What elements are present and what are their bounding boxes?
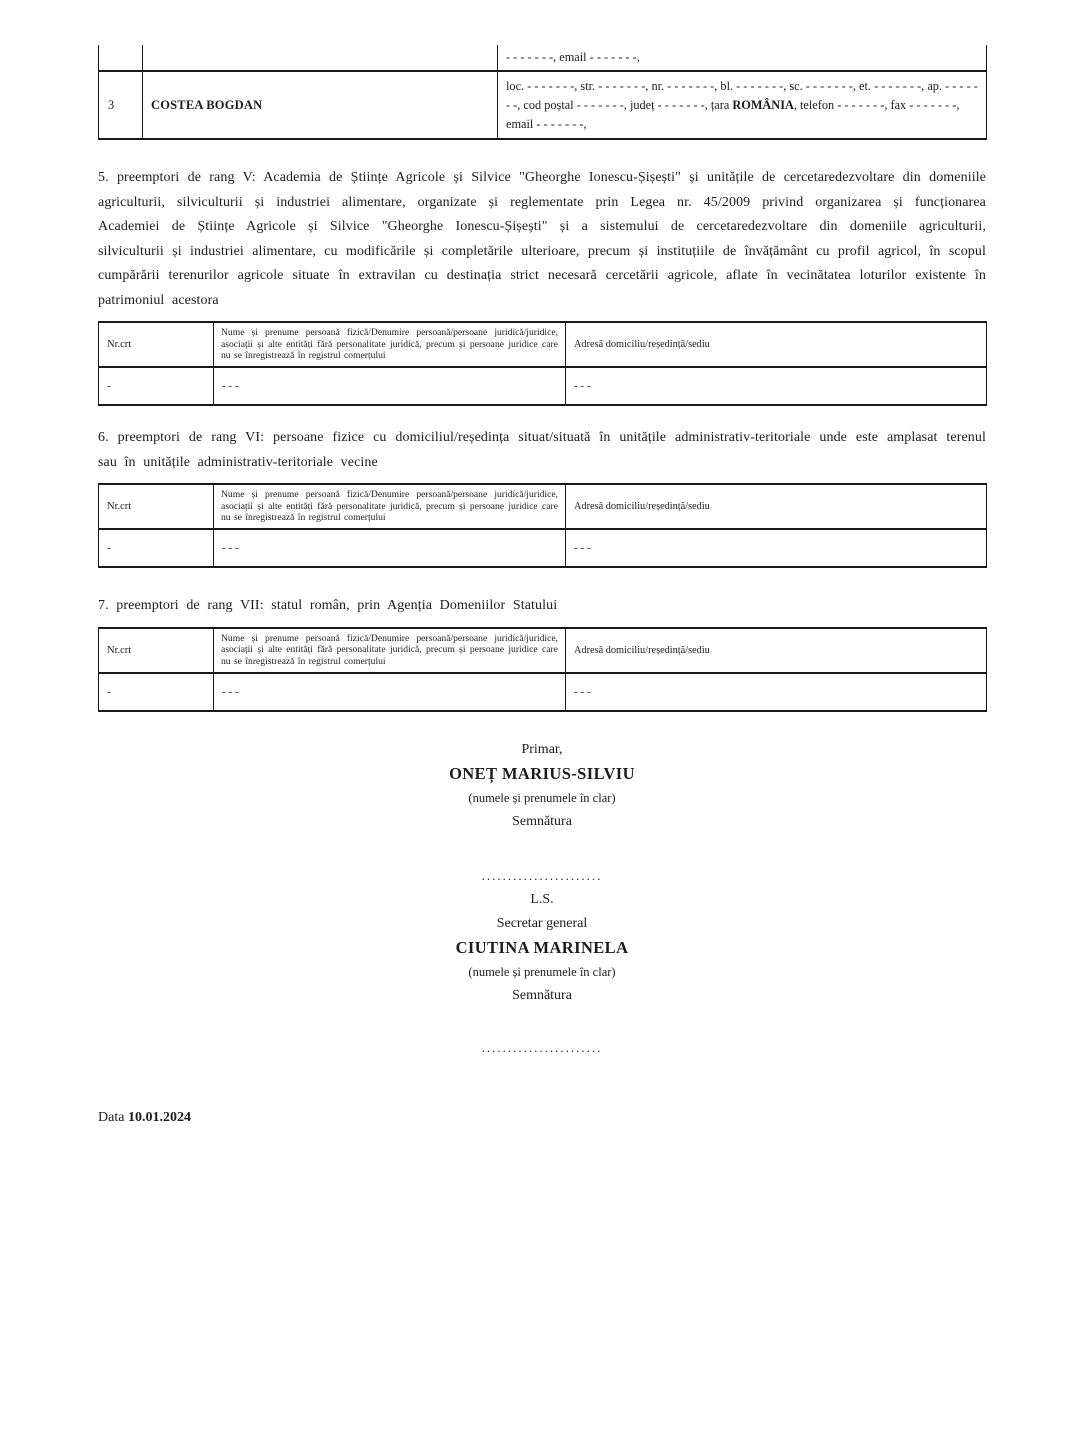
table-header-row (99, 628, 987, 673)
date-label: Data (98, 1109, 125, 1125)
header-cell-name: Nume și prenume persoană fizică/Denumire persoană/persoane juridică/juridice, asociații și alte entități fără personalitate juridică, precum și persoane juridice care nu se înregistrează în registrul comerțului (214, 628, 566, 673)
empty-address-cell: - - - (566, 673, 987, 711)
table-empty-row (99, 673, 987, 711)
document-content (0, 45, 1082, 1130)
contacts-table (98, 45, 987, 140)
header-cell-address: Adresă domiciliu/reședință/sediu (566, 628, 987, 673)
document-page (0, 45, 1082, 1445)
signature-block (98, 738, 986, 1060)
primar-signature-label: Semnătura (512, 813, 572, 829)
table-empty-row (99, 529, 987, 567)
preemptor-table-rank-5 (98, 321, 987, 406)
empty-nr-cell: - (99, 529, 214, 567)
address-prefix: loc. - - - - - - -, str. - - - - - - -, nr. - - - - - - -, bl. - - - - - - -, sc. - - - - - - -, et. - - - - - - -, ap. - - - - - - -, cod poștal - - - - - - -, județ - - - - - - -, țara (506, 78, 978, 112)
header-cell-name: Nume și prenume persoană fizică/Denumire persoană/persoane juridică/juridice, asociații și alte entități fără personalitate juridică, precum și persoane juridice care nu se înregistrează în registrul comerțului (214, 322, 566, 367)
preemptor-table-rank-6 (98, 483, 987, 568)
row-number-cell: 3 (99, 71, 143, 139)
table-header-row (99, 484, 987, 529)
primar-name: ONEȚ MARIUS-SILVIU (449, 763, 635, 783)
person-name-cell: COSTEA BOGDAN (143, 71, 498, 139)
empty-name-cell: - - - (214, 673, 566, 711)
section-7-heading: 7. preemptori de rang VII: statul român, prin Agenția Domeniilor Statului (98, 598, 558, 613)
secretar-title: Secretar general (496, 915, 588, 931)
primar-title: Primar, (521, 741, 563, 757)
address-country: ROMÂNIA (732, 97, 794, 112)
carryover-nr-cell (99, 45, 143, 71)
section-5-heading: 5. preemptori de rang V: Academia de Științe Agricole și Silvice "Gheorghe Ionescu-Șișești" și unitățile de cercetaredezvoltare din domeniile agriculturii, silviculturii și industriei alimentare, organizate și reglementate prin Legea nr. 45/2009 privind organizarea și funcționarea Academiei de Științe Agricole și Silvice "Gheorghe Ionescu-Șișești" și a sistemului de cercetaredezvoltare din domeniile agriculturii, silviculturii și industriei alimentare, cu modificările și completările ulterioare, precum și instituțiile de învățământ cu profil agricol, în scopul cumpărării terenurilor agricole situate în extravilan cu destinația strict necesară cercetării agricole, aflate în vecinătatea loturilor existente în patrimoniul acestora (98, 170, 986, 308)
header-cell-address: Adresă domiciliu/reședință/sediu (566, 322, 987, 367)
secretar-signature-label: Semnătura (512, 987, 572, 1003)
primar-signature-dots: ....................... (481, 867, 603, 883)
empty-name-cell: - - - (214, 529, 566, 567)
header-cell-nrcrt: Nr.crt (99, 628, 214, 673)
contacts-table-carryover-row (99, 45, 987, 71)
empty-nr-cell: - (99, 367, 214, 405)
address-suffix: , telefon - - - - - - -, fax - - - - - - -, email - - - - - - -, (506, 97, 960, 131)
empty-address-cell: - - - (566, 367, 987, 405)
preemptor-table-rank-7 (98, 627, 987, 712)
header-cell-address: Adresă domiciliu/reședință/sediu (566, 484, 987, 529)
empty-nr-cell: - (99, 673, 214, 711)
section-6-heading: 6. preemptori de rang VI: persoane fizice cu domiciliul/reședința situat/situată în unitățile administrativ-teritoriale unde este amplasat terenul sau în unitățile administrativ-teritoriale vecine (98, 430, 986, 470)
header-cell-nrcrt: Nr.crt (99, 322, 214, 367)
primar-name-clarification: (numele și prenumele în clar) (468, 790, 616, 805)
contacts-table-row (99, 71, 987, 139)
date-value: 10.01.2024 (127, 1109, 191, 1125)
date-line (98, 1106, 986, 1130)
ls-label: L.S. (530, 891, 554, 907)
table-empty-row (99, 367, 987, 405)
carryover-name-cell (143, 45, 498, 71)
header-cell-nrcrt: Nr.crt (99, 484, 214, 529)
carryover-address-text: - - - - - - -, email - - - - - - -, (506, 50, 640, 64)
table-header-row (99, 322, 987, 367)
secretar-name: CIUTINA MARINELA (455, 937, 629, 957)
empty-name-cell: - - - (214, 367, 566, 405)
carryover-address-cell (498, 45, 987, 71)
header-cell-name: Nume și prenume persoană fizică/Denumire persoană/persoane juridică/juridice, asociații și alte entități fără personalitate juridică, precum și persoane juridice care nu se înregistrează în registrul comerțului (214, 484, 566, 529)
secretar-name-clarification: (numele și prenumele în clar) (468, 964, 616, 979)
empty-address-cell: - - - (566, 529, 987, 567)
secretar-signature-dots: ....................... (481, 1039, 603, 1055)
person-address-cell (498, 71, 987, 139)
